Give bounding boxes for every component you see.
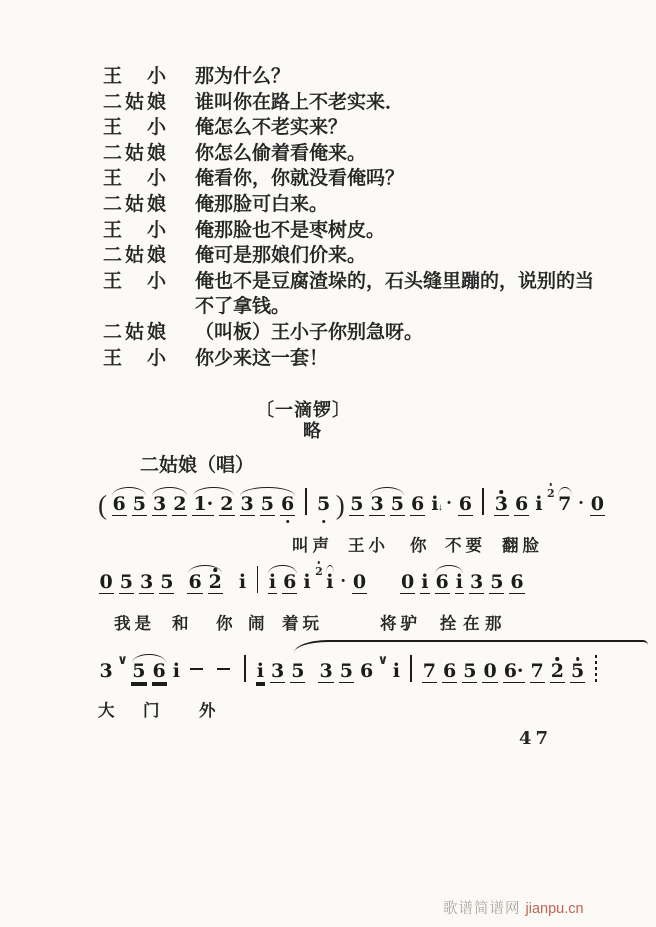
lyric-syllable: 和 xyxy=(172,614,193,633)
lyric-syllable: 翻脸 xyxy=(502,536,543,555)
music-line-3 xyxy=(96,652,656,728)
parenthesis: ) xyxy=(335,490,345,520)
lyric-syllable: 着玩 xyxy=(282,614,323,633)
dialogue-row xyxy=(103,115,648,141)
dialogue-row xyxy=(103,192,648,218)
dialogue-speaker: 王 小 xyxy=(103,219,170,241)
dialogue-row xyxy=(103,218,648,244)
jianpu-note: 5 xyxy=(160,571,174,593)
lyric-syllable: 在 xyxy=(463,614,484,633)
jianpu-note: 3 xyxy=(99,660,113,682)
augmentation-dot: · xyxy=(577,493,585,514)
jianpu-note: 5 xyxy=(132,660,146,682)
barline xyxy=(410,655,412,682)
lyrics-row xyxy=(96,697,656,721)
jianpu-note: 2 xyxy=(208,571,222,593)
jianpu-note: i xyxy=(303,571,311,593)
barline xyxy=(244,655,246,682)
dialogue-text: 俺那脸可白来。 xyxy=(195,193,329,215)
parenthesis: ( xyxy=(98,490,107,520)
jianpu-note: 0 xyxy=(483,660,497,682)
duration-dash xyxy=(190,668,203,670)
jianpu-note: 3 xyxy=(494,493,509,515)
augmentation-dot: · xyxy=(445,493,453,514)
dialogue-row xyxy=(103,269,648,320)
augmentation-dot: · xyxy=(339,571,347,592)
lyric-syllable: 你 xyxy=(216,614,237,633)
watermark-site-name: 歌谱简谱网 xyxy=(443,901,521,917)
singer-label: 二姑娘（唱） xyxy=(140,455,255,476)
jianpu-note: i xyxy=(238,571,247,593)
jianpu-note: 7 xyxy=(558,493,572,515)
dialogue-row xyxy=(103,346,648,372)
jianpu-note: 3 xyxy=(240,493,254,515)
barline xyxy=(482,488,484,515)
lyric-syllable: 外 xyxy=(199,701,220,720)
jianpu-note: 5 xyxy=(317,493,331,515)
jianpu-note: i xyxy=(455,571,463,593)
lyric-syllable: 将驴 xyxy=(380,614,421,633)
dialogue-speaker: 王 小 xyxy=(103,347,170,369)
gong-pattern-label: 〔一滴锣〕 xyxy=(256,400,351,420)
grace-note: 2 xyxy=(315,565,323,578)
jianpu-note: 6· xyxy=(503,660,524,682)
dialogue-row xyxy=(103,90,648,116)
dialogue-text: 那为什么？ xyxy=(195,66,291,87)
jianpu-note: 5 xyxy=(260,493,274,515)
lyrics-row xyxy=(96,610,656,634)
lyric-syllable: 不要 xyxy=(445,536,486,555)
jianpu-note: 6 xyxy=(359,660,374,682)
slur-group xyxy=(432,572,466,594)
jianpu-note: 5 xyxy=(119,571,133,593)
slur-group xyxy=(109,494,149,516)
lyric-syllable: 那 xyxy=(485,614,506,633)
dialogue-text: 你怎么偷着看俺来。 xyxy=(195,142,367,164)
dialogue-text: 俺那脸也不是枣树皮。 xyxy=(195,219,386,241)
duration-dash xyxy=(217,668,230,670)
slur-group xyxy=(129,661,169,683)
jianpu-note: 7 xyxy=(530,660,544,682)
jianpu-note: 3 xyxy=(152,493,167,515)
jianpu-note: i xyxy=(421,571,429,593)
dialogue-text: 谁叫你在路上不老实来． xyxy=(195,91,405,113)
dialogue-text: 俺看你，你就没看俺吗？ xyxy=(195,168,405,190)
lyric-syllable: 拴 xyxy=(440,614,461,633)
music-line-1 xyxy=(96,487,656,563)
jianpu-note: 6 xyxy=(280,493,295,515)
dialogue-text: （叫板）王小子你别急呀。 xyxy=(195,321,424,343)
slur-group xyxy=(555,494,575,515)
dialogue-text: 你少来这一套！ xyxy=(195,347,329,369)
jianpu-note: 0 xyxy=(590,493,604,515)
dialogue-speaker: 王 小 xyxy=(103,168,170,190)
jianpu-note: 7 xyxy=(422,660,436,682)
jianpu-notes-row xyxy=(96,565,656,594)
jianpu-note: 5 xyxy=(390,493,404,515)
dialogue-row xyxy=(103,64,648,90)
dialogue-row xyxy=(103,166,648,192)
jianpu-note: 6 xyxy=(112,493,126,515)
jianpu-note: i xyxy=(326,571,334,593)
long-slur xyxy=(294,640,648,655)
jianpu-note: 0 xyxy=(99,571,113,593)
dialogue-text: 俺怎么不老实来？ xyxy=(195,117,348,139)
dialogue-speaker: 二姑娘 xyxy=(103,142,170,164)
jianpu-note: 5 xyxy=(132,493,146,515)
music-line-2 xyxy=(96,565,656,641)
jianpu-note: 3 xyxy=(370,493,384,515)
barline xyxy=(257,566,259,593)
lyric-syllable: 叫声 xyxy=(292,536,333,555)
dialogue-speaker: 二姑娘 xyxy=(103,91,170,113)
lyric-syllable: 王小 xyxy=(348,536,389,555)
jianpu-note: 6 xyxy=(442,660,457,682)
jianpu-note: 3 xyxy=(139,571,154,593)
slur-group xyxy=(323,572,337,593)
jianpu-note: i xyxy=(392,660,400,682)
lyric-syllable: 你 xyxy=(410,536,431,555)
slur-group xyxy=(237,494,298,516)
jianpu-note: 6 xyxy=(152,660,166,682)
slur-group xyxy=(149,494,189,516)
jianpu-note: 5 xyxy=(490,571,504,593)
jianpu-note: 0 xyxy=(401,571,415,593)
jianpu-note: 6 xyxy=(458,493,472,515)
dialogue-speaker: 王 小 xyxy=(103,66,170,87)
dialogue-text: 俺也不是豆腐渣垛的，石头缝里蹦的，说别的当不了拿钱。 xyxy=(195,270,595,318)
jianpu-note: 6 xyxy=(283,571,297,593)
dialogue-speaker: 王 小 xyxy=(103,117,170,139)
jianpu-note: 3 xyxy=(271,660,285,682)
lyric-syllable: 大 xyxy=(98,701,119,720)
jianpu-note: 6 xyxy=(410,493,425,515)
jianpu-note: 5 xyxy=(291,660,305,682)
jianpu-note: 0 xyxy=(352,571,367,593)
lyric-syllable: 我是 xyxy=(114,614,155,633)
jianpu-note: 1· xyxy=(193,493,214,515)
jianpu-note: 6 xyxy=(515,493,529,515)
jianpu-note: 5 xyxy=(350,493,364,515)
glide-down-mark: ↓ xyxy=(437,502,443,513)
breath-mark: ∨ xyxy=(377,652,389,667)
omitted-label: 略 xyxy=(303,421,321,441)
page-number: 47 xyxy=(519,728,553,749)
watermark-site-url: jianpu.cn xyxy=(525,901,584,917)
jianpu-note: 6 xyxy=(435,571,449,593)
breath-mark: ∨ xyxy=(117,652,128,667)
jianpu-note: i xyxy=(268,571,277,593)
dialogue-row xyxy=(103,141,648,167)
dialogue-block xyxy=(103,64,648,371)
jianpu-note: 2 xyxy=(173,493,187,515)
jianpu-note: 5 xyxy=(339,660,353,682)
jianpu-notes-row xyxy=(96,652,656,683)
barline xyxy=(305,488,307,515)
barline xyxy=(595,655,597,682)
jianpu-notes-row xyxy=(96,487,656,521)
lyric-syllable: 闹 xyxy=(248,614,269,633)
jianpu-note: i xyxy=(431,493,439,515)
jianpu-note: i xyxy=(256,660,264,682)
jianpu-note: 3 xyxy=(469,571,484,593)
dialogue-row xyxy=(103,320,648,346)
dialogue-text: 俺可是那娘们价来。 xyxy=(195,245,367,267)
jianpu-note: 6 xyxy=(510,571,524,593)
jianpu-note: 3 xyxy=(319,660,333,682)
jianpu-note: 5 xyxy=(571,660,585,682)
slur-group xyxy=(185,572,225,594)
slur-group xyxy=(367,494,407,516)
jianpu-note: 6 xyxy=(188,571,202,593)
watermark xyxy=(443,897,584,918)
dialogue-speaker: 二姑娘 xyxy=(103,321,170,343)
grace-note: 2 xyxy=(546,487,555,500)
jianpu-note: i xyxy=(535,493,543,515)
lyric-syllable: 门 xyxy=(143,701,164,720)
lyrics-row xyxy=(96,532,656,556)
dialogue-speaker: 王 小 xyxy=(103,270,170,292)
dialogue-speaker: 二姑娘 xyxy=(103,245,170,267)
slur-group xyxy=(190,494,237,516)
jianpu-note: 5 xyxy=(463,660,477,682)
jianpu-note: 2 xyxy=(220,493,234,515)
jianpu-note: i xyxy=(172,660,180,682)
dialogue-row xyxy=(103,243,648,269)
jianpu-note: 2 xyxy=(550,660,564,682)
slur-group xyxy=(265,572,299,594)
dialogue-speaker: 二姑娘 xyxy=(103,193,170,215)
